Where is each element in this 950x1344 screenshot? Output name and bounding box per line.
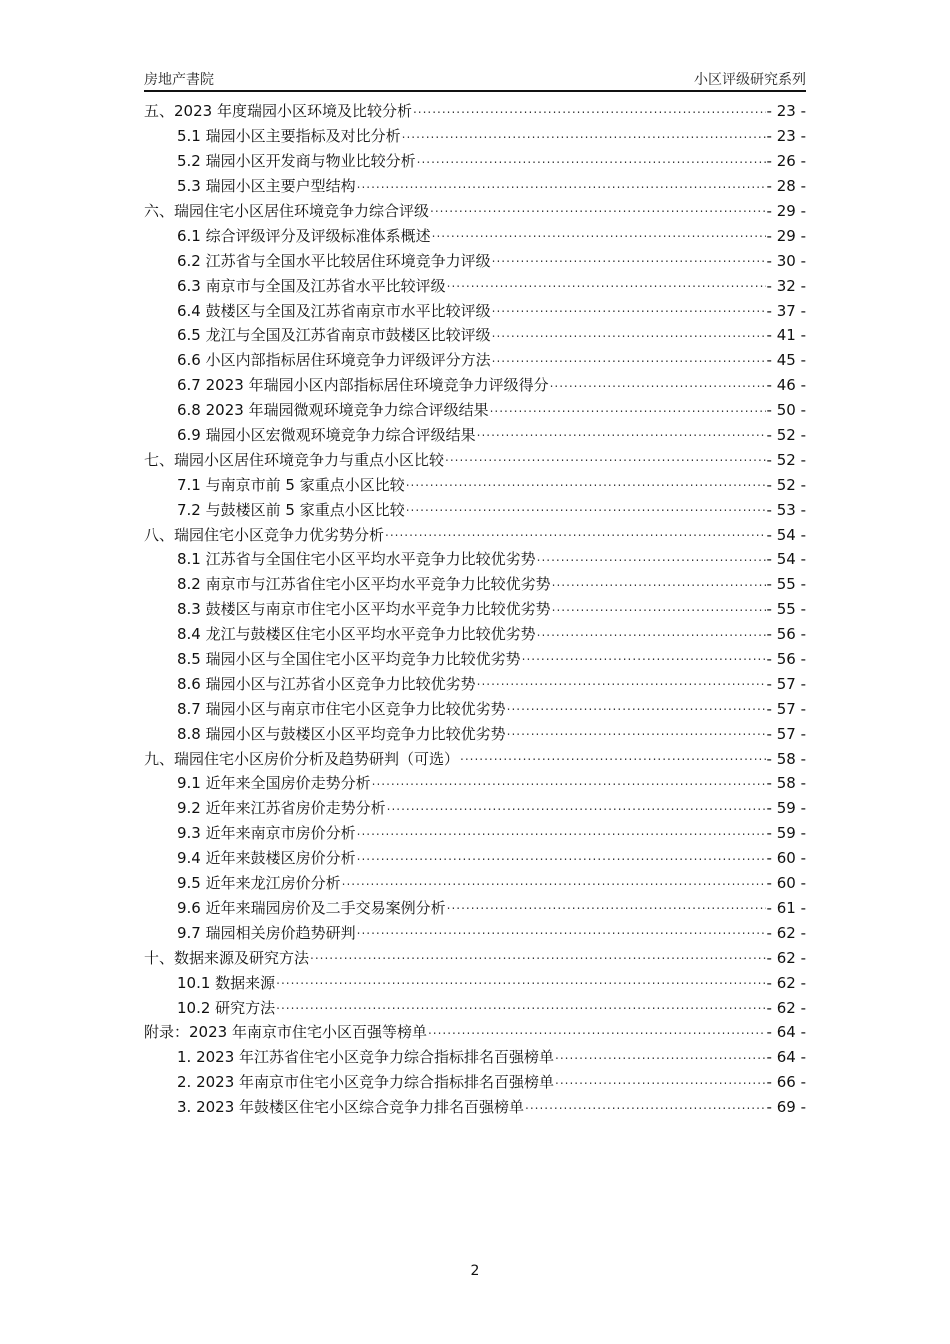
toc-entry-page: - 50 - — [766, 401, 806, 420]
toc-entry-page: - 62 - — [766, 948, 806, 967]
toc-entry-title: 9.4 近年来鼓楼区房价分析 — [177, 849, 356, 868]
toc-entry-page: - 55 - — [766, 575, 806, 594]
toc-entry-page: - 57 - — [766, 674, 806, 693]
toc-chapter-entry[interactable] — [144, 746, 806, 771]
toc-entry-page: - 37 - — [766, 301, 806, 320]
page-header — [144, 67, 806, 92]
toc-chapter-entry[interactable] — [144, 945, 806, 970]
toc-entry-page: - 58 - — [766, 749, 806, 768]
toc-entry-title: 9.5 近年来龙江房价分析 — [177, 874, 341, 893]
toc-dot-leader — [342, 871, 766, 891]
toc-dot-leader — [357, 821, 766, 841]
toc-chapter-entry[interactable] — [144, 199, 806, 224]
toc-chapter-entry[interactable] — [144, 522, 806, 547]
toc-entry-page: - 29 - — [766, 202, 806, 220]
toc-entry-page: - 62 - — [766, 923, 806, 942]
toc-section-entry[interactable] — [144, 995, 806, 1020]
toc-section-entry[interactable] — [144, 472, 806, 497]
toc-section-entry[interactable] — [144, 796, 806, 821]
toc-entry-title: 6.7 2023 年瑞园小区内部指标居住环境竞争力评级得分 — [177, 376, 549, 395]
toc-entry-page: - 57 - — [766, 699, 806, 718]
toc-dot-leader — [406, 472, 766, 492]
toc-entry-title: 8.5 瑞园小区与全国住宅小区平均竞争力比较优劣势 — [177, 650, 521, 669]
toc-entry-title: 九、瑞园住宅小区房价分析及趋势研判（可选） — [144, 749, 460, 768]
toc-entry-title: 9.2 近年来江苏省房价走势分析 — [177, 799, 386, 818]
toc-dot-leader — [552, 597, 766, 617]
toc-section-entry[interactable] — [144, 348, 806, 373]
toc-entry-page: - 66 - — [766, 1073, 806, 1092]
toc-dot-leader — [357, 920, 766, 940]
toc-entry-title: 七、瑞园小区居住环境竞争力与重点小区比较 — [144, 450, 445, 469]
toc-entry-page: - 29 - — [766, 226, 806, 245]
toc-entry-title: 6.6 小区内部指标居住环境竞争力评级评分方法 — [177, 351, 491, 370]
toc-entry-title: 6.8 2023 年瑞园微观环境竞争力综合评级结果 — [177, 401, 489, 420]
toc-entry-page: - 60 - — [766, 849, 806, 868]
toc-dot-leader — [525, 1095, 766, 1115]
toc-section-entry[interactable] — [144, 647, 806, 672]
toc-dot-leader — [492, 323, 766, 343]
toc-entry-page: - 52 - — [766, 426, 806, 445]
toc-entry-page: - 30 - — [766, 251, 806, 270]
toc-entry-title: 8.1 江苏省与全国住宅小区平均水平竞争力比较优劣势 — [177, 550, 536, 569]
toc-dot-leader — [522, 646, 766, 666]
toc-entry-page: - 45 - — [766, 351, 806, 370]
toc-dot-leader — [413, 99, 766, 119]
toc-section-entry[interactable] — [144, 1045, 806, 1070]
toc-entry-title: 6.9 瑞园小区宏微观环境竞争力综合评级结果 — [177, 426, 476, 445]
toc-section-entry[interactable] — [144, 373, 806, 398]
toc-entry-title: 附录：2023 年南京市住宅小区百强等榜单 — [144, 1023, 427, 1042]
toc-dot-leader — [555, 1045, 766, 1065]
toc-entry-title: 6.5 龙江与全国及江苏省南京市鼓楼区比较评级 — [177, 326, 491, 345]
toc-entry-page: - 52 - — [766, 450, 806, 469]
toc-section-entry[interactable] — [144, 671, 806, 696]
toc-section-entry[interactable] — [144, 920, 806, 945]
toc-dot-leader — [550, 373, 766, 393]
toc-chapter-entry[interactable] — [144, 447, 806, 472]
toc-section-entry[interactable] — [144, 572, 806, 597]
toc-section-entry[interactable] — [144, 846, 806, 871]
page-number: 2 — [470, 1263, 480, 1279]
toc-entry-page: - 55 - — [766, 600, 806, 619]
toc-dot-leader — [417, 149, 766, 169]
toc-dot-leader — [460, 746, 766, 766]
toc-dot-leader — [552, 572, 766, 592]
toc-section-entry[interactable] — [144, 174, 806, 199]
toc-dot-leader — [507, 721, 766, 741]
toc-entry-page: - 56 - — [766, 650, 806, 669]
toc-dot-leader — [492, 298, 766, 318]
toc-entry-title: 9.3 近年来南京市房价分析 — [177, 824, 356, 843]
toc-dot-leader — [402, 124, 766, 144]
toc-section-entry[interactable] — [144, 1095, 806, 1120]
toc-section-entry[interactable] — [144, 696, 806, 721]
toc-entry-page: - 53 - — [766, 500, 806, 519]
toc-entry-title: 1. 2023 年江苏省住宅小区竞争力综合指标排名百强榜单 — [177, 1048, 555, 1067]
toc-section-entry[interactable] — [144, 771, 806, 796]
toc-entry-title: 7.2 与鼓楼区前 5 家重点小区比较 — [177, 500, 405, 519]
toc-entry-title: 9.7 瑞园相关房价趋势研判 — [177, 923, 356, 942]
toc-entry-page: - 61 - — [766, 898, 806, 917]
toc-entry-page: - 59 - — [766, 799, 806, 818]
toc-dot-leader — [276, 970, 765, 990]
toc-section-entry[interactable] — [144, 298, 806, 323]
toc-dot-leader — [445, 447, 766, 467]
toc-section-entry[interactable] — [144, 970, 806, 995]
toc-entry-title: 十、数据来源及研究方法 — [144, 948, 310, 967]
toc-dot-leader — [432, 223, 766, 243]
toc-entry-page: - 60 - — [766, 874, 806, 893]
toc-entry-title: 8.4 龙江与鼓楼区住宅小区平均水平竞争力比较优劣势 — [177, 625, 536, 644]
toc-entry-title: 8.2 南京市与江苏省住宅小区平均水平竞争力比较优劣势 — [177, 575, 551, 594]
toc-dot-leader — [385, 522, 766, 542]
toc-dot-leader — [428, 1020, 766, 1040]
toc-entry-title: 8.7 瑞园小区与南京市住宅小区竞争力比较优劣势 — [177, 699, 506, 718]
toc-dot-leader — [537, 547, 766, 567]
toc-dot-leader — [477, 671, 766, 691]
toc-section-entry[interactable] — [144, 223, 806, 248]
toc-section-entry[interactable] — [144, 821, 806, 846]
toc-dot-leader — [310, 945, 766, 965]
toc-entry-title: 八、瑞园住宅小区竞争力优劣势分析 — [144, 525, 385, 544]
toc-entry-title: 6.2 江苏省与全国水平比较居住环境竞争力评级 — [177, 251, 491, 270]
toc-entry-title: 8.6 瑞园小区与江苏省小区竞争力比较优劣势 — [177, 674, 476, 693]
toc-entry-page: - 58 - — [766, 774, 806, 793]
toc-entry-title: 5.3 瑞园小区主要户型结构 — [177, 177, 356, 196]
toc-entry-title: 6.1 综合评级评分及评级标准体系概述 — [177, 226, 431, 245]
toc-entry-page: - 28 - — [766, 177, 806, 196]
toc-entry-title: 10.2 研究方法 — [177, 998, 276, 1017]
toc-dot-leader — [357, 174, 766, 194]
toc-section-entry[interactable] — [144, 124, 806, 149]
toc-entry-page: - 56 - — [766, 625, 806, 644]
toc-entry-page: - 59 - — [766, 824, 806, 843]
toc-section-entry[interactable] — [144, 1070, 806, 1095]
toc-entry-title: 5.1 瑞园小区主要指标及对比分析 — [177, 127, 401, 146]
toc-section-entry[interactable] — [144, 398, 806, 423]
toc-section-entry[interactable] — [144, 547, 806, 572]
toc-section-entry[interactable] — [144, 871, 806, 896]
toc-entry-page: - 62 - — [766, 998, 806, 1017]
toc-chapter-entry[interactable] — [144, 99, 806, 124]
toc-dot-leader — [447, 273, 766, 293]
toc-entry-page: - 54 - — [766, 550, 806, 569]
toc-entry-page: - 52 - — [766, 475, 806, 494]
toc-dot-leader — [372, 771, 766, 791]
toc-entry-title: 8.3 鼓楼区与南京市住宅小区平均水平竞争力比较优劣势 — [177, 600, 551, 619]
toc-dot-leader — [555, 1070, 766, 1090]
toc-section-entry[interactable] — [144, 248, 806, 273]
header-publisher: 房地产書院 — [144, 72, 214, 88]
toc-chapter-entry[interactable] — [144, 1020, 806, 1045]
toc-dot-leader — [406, 497, 766, 517]
toc-entry-title: 6.4 鼓楼区与全国及江苏省南京市水平比较评级 — [177, 301, 491, 320]
toc-dot-leader — [387, 796, 766, 816]
toc-entry-page: - 64 - — [766, 1023, 806, 1042]
table-of-contents — [144, 99, 806, 1120]
toc-entry-page: - 26 - — [766, 152, 806, 171]
toc-section-entry[interactable] — [144, 273, 806, 298]
toc-entry-page: - 64 - — [766, 1048, 806, 1067]
toc-section-entry[interactable] — [144, 622, 806, 647]
toc-entry-title: 9.1 近年来全国房价走势分析 — [177, 774, 371, 793]
toc-entry-title: 五、2023 年度瑞园小区环境及比较分析 — [144, 102, 412, 121]
toc-section-entry[interactable] — [144, 423, 806, 448]
toc-dot-leader — [507, 696, 766, 716]
toc-entry-page: - 46 - — [766, 376, 806, 395]
toc-entry-title: 8.8 瑞园小区与鼓楼区小区平均竞争力比较优劣势 — [177, 724, 506, 743]
toc-entry-page: - 32 - — [766, 276, 806, 295]
toc-dot-leader — [447, 895, 766, 915]
toc-entry-title: 六、瑞园住宅小区居住环境竞争力综合评级 — [144, 202, 430, 220]
toc-entry-title: 2. 2023 年南京市住宅小区竞争力综合指标排名百强榜单 — [177, 1073, 555, 1092]
toc-dot-leader — [492, 248, 766, 268]
toc-dot-leader — [492, 348, 766, 368]
toc-section-entry[interactable] — [144, 721, 806, 746]
toc-entry-page: - 69 - — [766, 1098, 806, 1117]
toc-entry-page: - 54 - — [766, 525, 806, 544]
toc-dot-leader — [490, 398, 766, 418]
toc-section-entry[interactable] — [144, 597, 806, 622]
toc-entry-title: 7.1 与南京市前 5 家重点小区比较 — [177, 475, 405, 494]
toc-section-entry[interactable] — [144, 497, 806, 522]
toc-dot-leader — [430, 198, 766, 218]
toc-entry-title: 3. 2023 年鼓楼区住宅小区综合竞争力排名百强榜单 — [177, 1098, 525, 1117]
toc-entry-title: 6.3 南京市与全国及江苏省水平比较评级 — [177, 276, 446, 295]
header-series-title: 小区评级研究系列 — [694, 72, 806, 88]
toc-dot-leader — [357, 846, 766, 866]
toc-entry-title: 10.1 数据来源 — [177, 973, 276, 992]
toc-entry-page: - 57 - — [766, 724, 806, 743]
toc-entry-page: - 23 - — [766, 127, 806, 146]
toc-dot-leader — [477, 422, 766, 442]
toc-entry-title: 9.6 近年来瑞园房价及二手交易案例分析 — [177, 898, 446, 917]
toc-section-entry[interactable] — [144, 149, 806, 174]
toc-dot-leader — [276, 995, 765, 1015]
toc-dot-leader — [537, 622, 766, 642]
toc-entry-page: - 41 - — [766, 326, 806, 345]
toc-entry-page: - 62 - — [766, 973, 806, 992]
toc-section-entry[interactable] — [144, 323, 806, 348]
toc-entry-page: - 23 - — [766, 102, 806, 121]
toc-entry-title: 5.2 瑞园小区开发商与物业比较分析 — [177, 152, 416, 171]
toc-section-entry[interactable] — [144, 896, 806, 921]
